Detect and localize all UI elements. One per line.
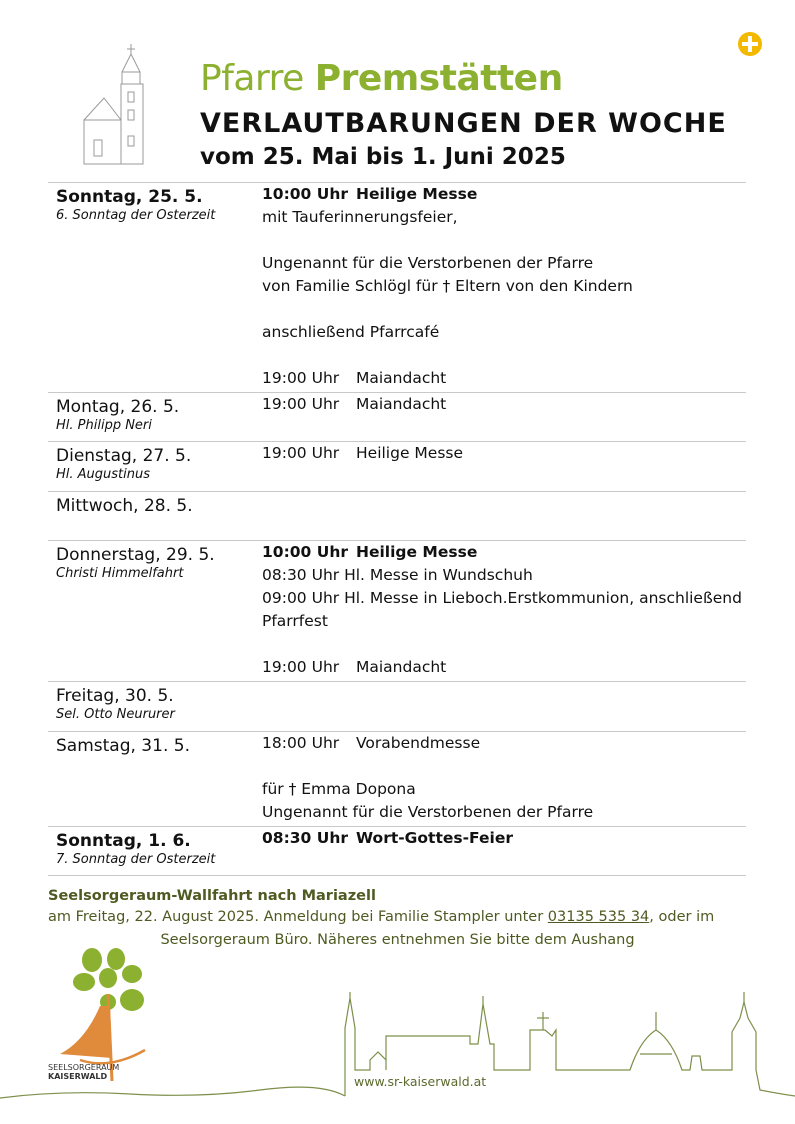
- events-cell: [262, 183, 746, 393]
- day-cell: [48, 682, 262, 732]
- event-detail: 09:00 Uhr Hl. Messe in Lieboch.Erstkommunion, anschließend Pfarrfest: [262, 589, 742, 630]
- events-cell: [262, 442, 746, 492]
- weekly-schedule: [48, 182, 746, 876]
- event-detail: mit Tauferinnerungsfeier,: [262, 208, 458, 226]
- event-detail: anschließend Pfarrcafé: [262, 323, 440, 341]
- page-title: VERLAUTBARUNGEN DER WOCHE: [200, 108, 727, 139]
- events-cell: [262, 732, 746, 827]
- parish-title: Pfarre Premstätten: [200, 58, 563, 99]
- event-title: Wort-Gottes-Feier: [356, 829, 513, 847]
- events-cell: [262, 541, 746, 682]
- event-title: Maiandacht: [356, 395, 447, 413]
- day-row: [48, 827, 746, 876]
- day-cell: [48, 183, 262, 393]
- events-cell: [262, 827, 746, 876]
- day-row: [48, 492, 746, 541]
- event-time: 19:00 Uhr: [262, 444, 340, 462]
- event-time: 19:00 Uhr: [262, 658, 340, 676]
- event-title: Maiandacht: [356, 369, 447, 387]
- event-time: 19:00 Uhr: [262, 395, 340, 413]
- event-time: 10:00 Uhr: [262, 185, 348, 203]
- day-row: [48, 393, 746, 442]
- day-row: [48, 183, 746, 393]
- logo-wordmark: SEELSORGERAUM KAISERWALD: [48, 1063, 120, 1081]
- day-row: [48, 732, 746, 827]
- day-cell: [48, 492, 262, 541]
- day-cell: [48, 541, 262, 682]
- day-cell: [48, 827, 262, 876]
- event-title: Maiandacht: [356, 658, 447, 676]
- events-cell: [262, 393, 746, 442]
- feast-name: Sel. Otto Neururer: [56, 707, 175, 722]
- event-time: 18:00 Uhr: [262, 734, 340, 752]
- phone-link[interactable]: 03135 535 34: [547, 909, 650, 925]
- event-detail: von Familie Schlögl für † Eltern von den Kindern: [262, 277, 633, 295]
- day-name: Sonntag, 25. 5.: [56, 187, 203, 207]
- events-cell: [262, 492, 746, 541]
- notice-line-2: Seelsorgeraum Büro. Näheres entnehmen Sie bitte dem Aushang: [160, 932, 635, 948]
- event-detail: für † Emma Dopona: [262, 780, 416, 798]
- day-name: Dienstag, 27. 5.: [56, 446, 192, 466]
- event-time: 19:00 Uhr: [262, 369, 340, 387]
- notice-line-1: am Freitag, 22. August 2025. Anmeldung bei Familie Stampler unter 03135 535 34, oder im: [48, 909, 715, 925]
- day-cell: [48, 732, 262, 827]
- event-detail: 08:30 Uhr Hl. Messe in Wundschuh: [262, 566, 533, 584]
- event-detail: Ungenannt für die Verstorbenen der Pfarre: [262, 254, 594, 272]
- event-title: Heilige Messe: [356, 543, 478, 561]
- feast-name: Hl. Augustinus: [56, 467, 151, 482]
- diocese-cross-icon: [738, 32, 762, 56]
- church-drawing-icon: [80, 44, 150, 166]
- event-detail: Ungenannt für die Verstorbenen der Pfarre: [262, 803, 594, 821]
- day-cell: [48, 442, 262, 492]
- date-range: vom 25. Mai bis 1. Juni 2025: [200, 144, 566, 170]
- day-name: Freitag, 30. 5.: [56, 686, 174, 706]
- day-row: [48, 541, 746, 682]
- day-name: Donnerstag, 29. 5.: [56, 545, 215, 565]
- skyline-drawing: [0, 990, 795, 1110]
- feast-name: 6. Sonntag der Osterzeit: [56, 208, 216, 223]
- event-title: Vorabendmesse: [356, 734, 481, 752]
- day-name: Samstag, 31. 5.: [56, 736, 190, 756]
- feast-name: Hl. Philipp Neri: [56, 418, 152, 433]
- event-time: 08:30 Uhr: [262, 829, 348, 847]
- day-cell: [48, 393, 262, 442]
- day-name: Montag, 26. 5.: [56, 397, 180, 417]
- feast-name: 7. Sonntag der Osterzeit: [56, 852, 216, 867]
- day-row: [48, 682, 746, 732]
- feast-name: Christi Himmelfahrt: [56, 566, 184, 581]
- notice-title: Seelsorgeraum-Wallfahrt nach Mariazell: [48, 888, 376, 904]
- events-cell: [262, 682, 746, 732]
- event-time: 10:00 Uhr: [262, 543, 348, 561]
- day-name: Sonntag, 1. 6.: [56, 831, 191, 851]
- website-link[interactable]: www.sr-kaiserwald.at: [354, 1074, 487, 1089]
- day-row: [48, 442, 746, 492]
- event-title: Heilige Messe: [356, 185, 478, 203]
- event-title: Heilige Messe: [356, 444, 464, 462]
- day-name: Mittwoch, 28. 5.: [56, 496, 193, 516]
